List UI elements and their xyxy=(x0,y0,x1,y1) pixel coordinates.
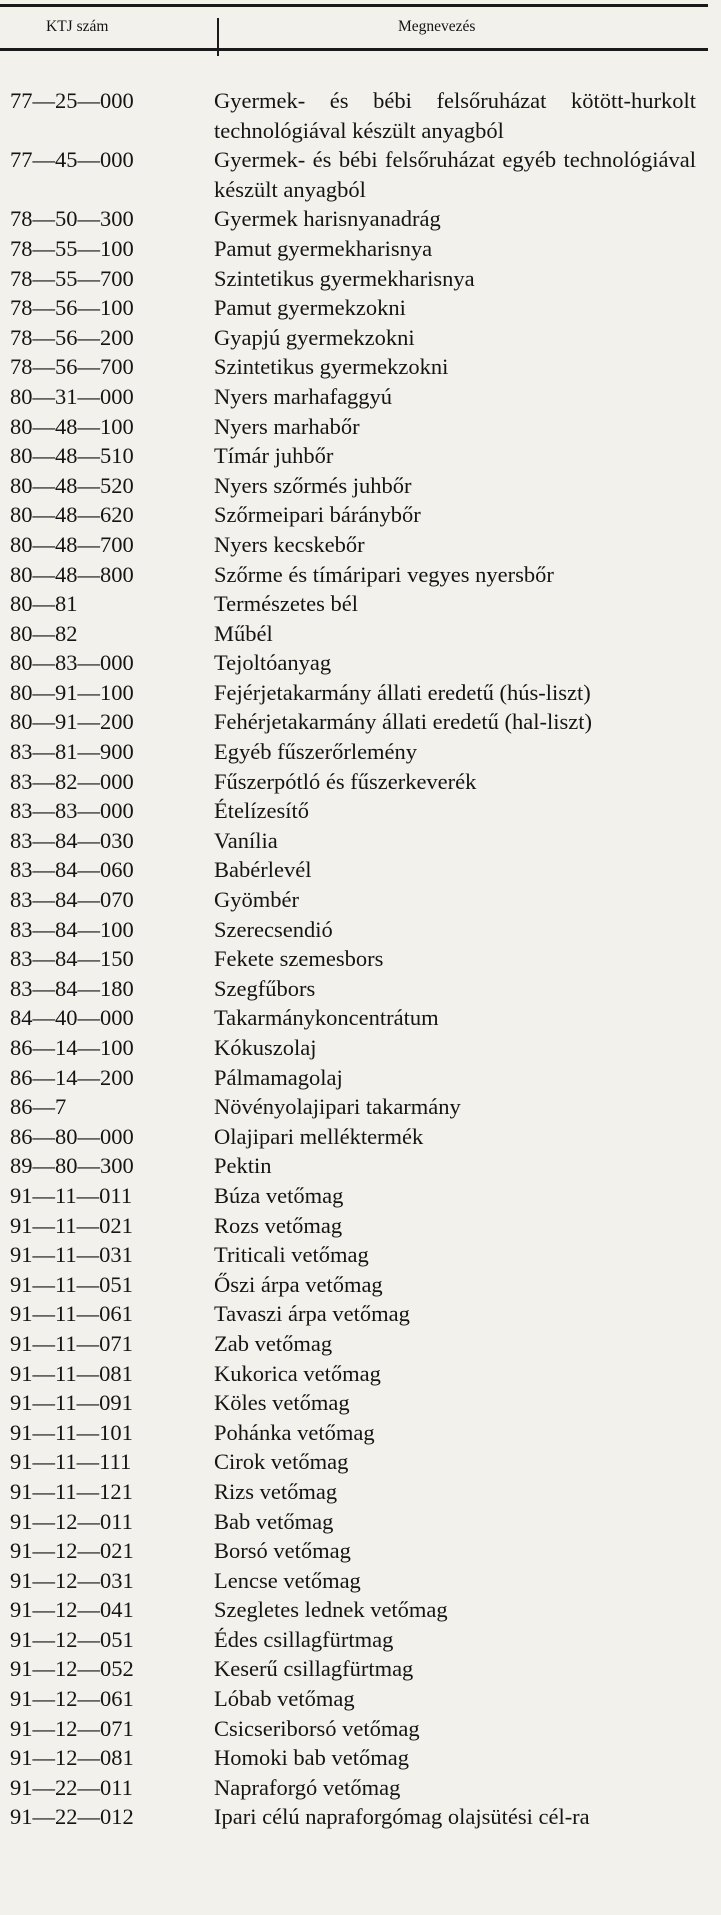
ktj-code: 80—81 xyxy=(10,591,78,617)
table-row xyxy=(0,1092,712,1122)
ktj-code: 86—14—100 xyxy=(10,1035,134,1060)
item-name: Fejérjetakarmány állati eredetű (hús-liszt) xyxy=(214,679,591,705)
item-name: Őszi árpa vetőmag xyxy=(214,1271,383,1297)
table-row xyxy=(0,560,712,590)
ktj-code: 91—11—091 xyxy=(10,1390,133,1416)
item-name: Nyers szőrmés juhbőr xyxy=(214,472,412,498)
table-row xyxy=(0,1151,712,1181)
table-row xyxy=(0,1743,712,1773)
table-row xyxy=(0,974,712,1004)
item-name: Csicseriborsó vetőmag xyxy=(214,1715,420,1741)
table-row xyxy=(0,323,712,353)
item-name: Vanília xyxy=(214,827,278,853)
table-row xyxy=(0,1477,712,1507)
table-row xyxy=(0,944,712,974)
item-name: Kukorica vetőmag xyxy=(214,1360,381,1386)
table-row xyxy=(0,145,712,204)
table-row xyxy=(0,1447,712,1477)
ktj-code: 80—31—000 xyxy=(10,383,134,409)
ktj-code: 80—91—200 xyxy=(10,709,134,735)
ktj-code: 86—14—200 xyxy=(10,1064,134,1090)
item-name: Fűszerpótló és fűszerkeverék xyxy=(214,768,477,794)
ktj-code: 77—25—000 xyxy=(10,88,134,113)
table-row xyxy=(0,767,712,797)
ktj-code: 91—12—071 xyxy=(10,1715,134,1741)
ktj-code: 83—82—000 xyxy=(10,768,134,794)
table-row xyxy=(0,86,712,145)
item-name: Rizs vetőmag xyxy=(214,1478,338,1504)
table-row xyxy=(0,1211,712,1241)
ktj-code: 80—48—800 xyxy=(10,561,134,587)
item-name: Köles vetőmag xyxy=(214,1390,350,1416)
table-row xyxy=(0,234,712,264)
ktj-code: 80—48—510 xyxy=(10,443,134,469)
table-row xyxy=(0,1240,712,1270)
ktj-code: 84—40—000 xyxy=(10,1005,134,1031)
table-body xyxy=(0,86,712,1832)
item-name: Cirok vetőmag xyxy=(214,1449,349,1475)
table-row xyxy=(0,293,712,323)
table-row xyxy=(0,1418,712,1448)
item-name: Babérlevél xyxy=(214,857,312,883)
ktj-code: 91—22—012 xyxy=(10,1804,134,1830)
item-name: Gyömbér xyxy=(214,887,299,913)
item-name: Tavaszi árpa vetőmag xyxy=(214,1301,410,1327)
table-row xyxy=(0,1299,712,1329)
item-name: Takarmánykoncentrátum xyxy=(214,1005,439,1031)
item-name: Szintetikus gyermekharisnya xyxy=(214,265,475,291)
ktj-code: 83—84—030 xyxy=(10,827,134,853)
table-row xyxy=(0,707,712,737)
table-row xyxy=(0,1625,712,1655)
item-name: Tímár juhbőr xyxy=(214,443,334,469)
item-name: Gyermek- és bébi felsőruházat kötött-hurkolt technológiával készült anyagból xyxy=(214,88,696,143)
item-name: Gyermek- és bébi felsőruházat egyéb technológiával készült anyagból xyxy=(214,147,696,202)
ktj-code: 91—11—081 xyxy=(10,1360,133,1386)
table-row xyxy=(0,1063,712,1093)
table-row xyxy=(0,1773,712,1803)
table-row xyxy=(0,885,712,915)
item-name: Triticali vetőmag xyxy=(214,1242,369,1268)
ktj-code: 80—48—520 xyxy=(10,472,134,498)
table-row xyxy=(0,1507,712,1537)
table-row xyxy=(0,1714,712,1744)
item-name: Pálmamagolaj xyxy=(214,1064,343,1090)
item-name: Búza vetőmag xyxy=(214,1182,344,1208)
table-header xyxy=(0,10,708,44)
item-name: Szerecsendió xyxy=(214,916,333,942)
ktj-code: 80—82 xyxy=(10,620,78,646)
table-row xyxy=(0,530,712,560)
table-row xyxy=(0,915,712,945)
ktj-code: 91—11—051 xyxy=(10,1271,133,1297)
ktj-code: 86—7 xyxy=(10,1094,67,1120)
item-name: Borsó vetőmag xyxy=(214,1538,351,1564)
item-name: Zab vetőmag xyxy=(214,1330,333,1356)
ktj-code: 80—48—100 xyxy=(10,413,134,439)
table-row xyxy=(0,204,712,234)
top-rule xyxy=(0,4,708,7)
table-row xyxy=(0,471,712,501)
item-name: Homoki bab vetőmag xyxy=(214,1745,409,1771)
header-rule xyxy=(0,48,708,51)
item-name: Tejoltóanyag xyxy=(214,650,332,676)
item-name: Ipari célú napraforgómag olajsütési cél-ra xyxy=(214,1804,590,1830)
ktj-code: 80—48—700 xyxy=(10,531,134,557)
ktj-code: 83—84—150 xyxy=(10,946,134,972)
item-name: Műbél xyxy=(214,620,273,646)
table-row xyxy=(0,1033,712,1063)
table-row xyxy=(0,1536,712,1566)
table-row xyxy=(0,589,712,619)
ktj-code: 91—12—052 xyxy=(10,1656,134,1682)
item-name: Gyermek harisnyanadrág xyxy=(214,206,441,232)
ktj-code: 77—45—000 xyxy=(10,147,134,173)
item-name: Napraforgó vetőmag xyxy=(214,1774,401,1800)
ktj-code: 78—50—300 xyxy=(10,206,134,232)
ktj-code: 80—91—100 xyxy=(10,679,134,705)
ktj-code: 91—12—081 xyxy=(10,1745,134,1771)
item-name: Keserű csillagfürtmag xyxy=(214,1656,414,1682)
item-name: Pektin xyxy=(214,1153,272,1179)
item-name: Egyéb fűszerőrlemény xyxy=(214,739,418,765)
ktj-code: 86—80—000 xyxy=(10,1123,134,1149)
item-name: Pohánka vetőmag xyxy=(214,1419,375,1445)
item-name: Szőrmeipari báránybőr xyxy=(214,502,421,528)
ktj-code: 80—48—620 xyxy=(10,502,134,528)
table-row xyxy=(0,441,712,471)
ktj-code: 83—84—070 xyxy=(10,887,134,913)
table-row xyxy=(0,1122,712,1152)
ktj-code: 91—11—061 xyxy=(10,1301,133,1327)
ktj-code: 78—55—700 xyxy=(10,265,134,291)
ktj-code: 91—11—121 xyxy=(10,1478,133,1504)
item-name: Szegfűbors xyxy=(214,975,316,1001)
ktj-code: 91—12—021 xyxy=(10,1538,134,1564)
table-row xyxy=(0,619,712,649)
table-row xyxy=(0,1566,712,1596)
table-row xyxy=(0,648,712,678)
item-name: Ételízesítő xyxy=(214,798,309,824)
item-name: Természetes bél xyxy=(214,591,358,617)
table-row xyxy=(0,1684,712,1714)
column-header-name: Megnevezés xyxy=(398,18,476,35)
item-name: Lóbab vetőmag xyxy=(214,1686,355,1712)
ktj-code: 91—12—061 xyxy=(10,1686,134,1712)
ktj-code: 91—12—041 xyxy=(10,1597,134,1623)
ktj-code: 78—56—200 xyxy=(10,324,134,350)
ktj-code: 78—56—700 xyxy=(10,354,134,380)
ktj-code: 91—11—031 xyxy=(10,1242,133,1268)
ktj-code: 80—83—000 xyxy=(10,650,134,676)
item-name: Növényolajipari takarmány xyxy=(214,1094,461,1120)
table-row xyxy=(0,412,712,442)
item-name: Kókuszolaj xyxy=(214,1035,317,1060)
table-row xyxy=(0,855,712,885)
table-row xyxy=(0,737,712,767)
item-name: Bab vetőmag xyxy=(214,1508,334,1534)
table-row xyxy=(0,500,712,530)
item-name: Szőrme és tímáripari vegyes nyersbőr xyxy=(214,561,554,587)
column-header-code: KTJ szám xyxy=(46,18,109,35)
table-row xyxy=(0,1388,712,1418)
table-row xyxy=(0,1270,712,1300)
table-row xyxy=(0,1595,712,1625)
ktj-code: 91—11—101 xyxy=(10,1419,133,1445)
table-row xyxy=(0,1802,712,1832)
ktj-code: 91—12—051 xyxy=(10,1626,134,1652)
ktj-code: 83—81—900 xyxy=(10,739,134,765)
ktj-code: 83—84—180 xyxy=(10,975,134,1001)
item-name: Szintetikus gyermekzokni xyxy=(214,354,449,380)
item-name: Olajipari melléktermék xyxy=(214,1123,424,1149)
item-name: Fehérjetakarmány állati eredetű (hal-liszt) xyxy=(214,709,592,735)
ktj-code: 91—12—031 xyxy=(10,1567,134,1593)
ktj-code: 83—83—000 xyxy=(10,798,134,824)
item-name: Pamut gyermekharisnya xyxy=(214,235,433,261)
item-name: Nyers marhabőr xyxy=(214,413,360,439)
ktj-code: 91—11—111 xyxy=(10,1449,132,1475)
ktj-code: 91—11—021 xyxy=(10,1212,133,1238)
item-name: Szegletes lednek vetőmag xyxy=(214,1597,448,1623)
item-name: Rozs vetőmag xyxy=(214,1212,343,1238)
table-row xyxy=(0,678,712,708)
table-row xyxy=(0,1359,712,1389)
ktj-code: 91—11—071 xyxy=(10,1330,133,1356)
item-name: Édes csillagfürtmag xyxy=(214,1626,394,1652)
table-row xyxy=(0,264,712,294)
ktj-code: 78—56—100 xyxy=(10,295,134,321)
item-name: Nyers kecskebőr xyxy=(214,531,365,557)
ktj-code: 89—80—300 xyxy=(10,1153,134,1179)
table-row xyxy=(0,382,712,412)
item-name: Nyers marhafaggyú xyxy=(214,383,393,409)
ktj-code: 91—22—011 xyxy=(10,1774,133,1800)
ktj-code: 78—55—100 xyxy=(10,235,134,261)
ktj-code: 91—12—011 xyxy=(10,1508,133,1534)
item-name: Gyapjú gyermekzokni xyxy=(214,324,415,350)
table-row xyxy=(0,1329,712,1359)
ktj-code: 83—84—100 xyxy=(10,916,134,942)
item-name: Lencse vetőmag xyxy=(214,1567,361,1593)
ktj-code: 83—84—060 xyxy=(10,857,134,883)
table-row xyxy=(0,826,712,856)
ktj-code: 91—11—011 xyxy=(10,1182,133,1208)
table-row xyxy=(0,1181,712,1211)
table-row xyxy=(0,796,712,826)
item-name: Fekete szemesbors xyxy=(214,946,384,972)
item-name: Pamut gyermekzokni xyxy=(214,295,406,321)
table-row xyxy=(0,1003,712,1033)
table-row xyxy=(0,352,712,382)
table-row xyxy=(0,1654,712,1684)
